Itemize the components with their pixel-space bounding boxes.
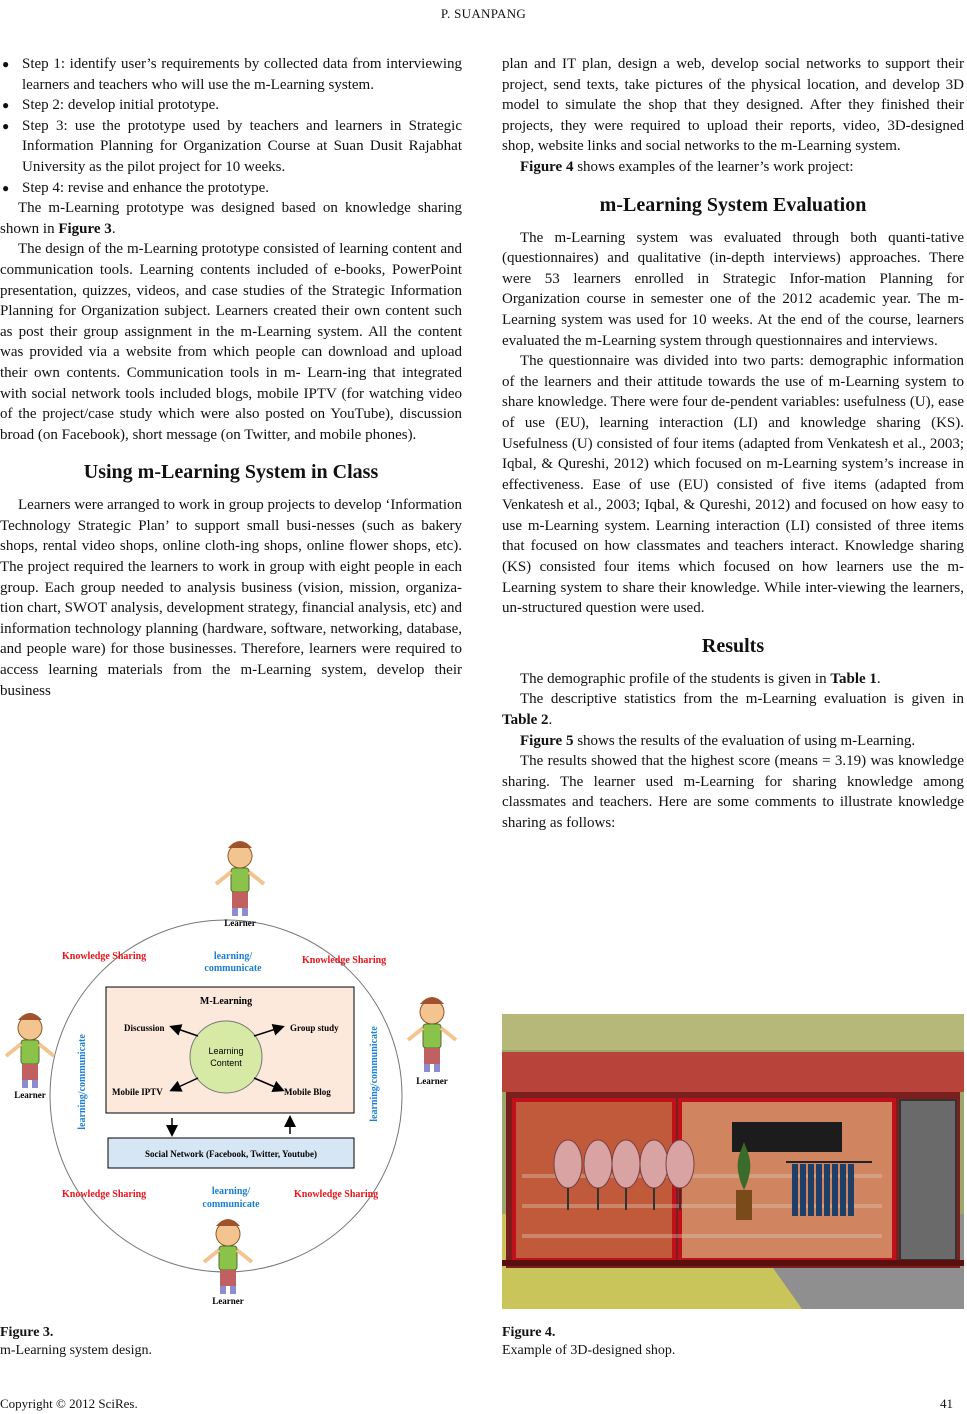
left-column — [0, 54, 462, 701]
knowledge-sharing-label: Knowledge Sharing — [62, 951, 147, 962]
discussion-label: Discussion — [124, 1023, 165, 1033]
mobile-blog-label: Mobile Blog — [284, 1087, 331, 1097]
knowledge-sharing-label: Knowledge Sharing — [302, 955, 387, 966]
paragraph: The results showed that the highest score (means = 3.19) was knowledge sharing. The learner used m-Learning for sharing knowledge among classmates and teachers. Here are some comments to illustrate knowledge sharing as follows: — [502, 753, 964, 831]
learning-communicate-label: communicate — [202, 1199, 260, 1210]
learner-figure-top — [216, 841, 264, 916]
page-number: 41 — [940, 1396, 953, 1411]
paragraph: The m-Learning prototype was designed based on knowledge sharing shown in Figure 3. — [0, 200, 462, 237]
paragraph: Learners were arranged to work in group projects to develop ‘Information Technology Strategic Plan’ to support small busi-nesses (such as bakery shops, rental video shops, online cloth-ing shops, online flower shops, etc). The project required the learners to work in group with eight people in each group. Each group needed to analysis business (vision, mission, organiza-tion chart, SWOT analysis, development strategy, financial analysis, etc) and information technology planning (hardware, software, networking, database, and people ware) for those businesses. Therefore, learners were required to access learning materials from the m-Learning system, develop their business — [0, 497, 463, 699]
copyright-footer: Copyright © 2012 SciRes. — [0, 1396, 138, 1411]
paragraph: The demographic profile of the students is given in Table 1. — [520, 670, 881, 687]
learning-communicate-vertical: learning/communicate — [369, 1026, 380, 1122]
right-column — [502, 54, 964, 834]
section-heading: Results — [701, 634, 765, 657]
social-network-label: Social Network (Facebook, Twitter, Youtube) — [145, 1149, 317, 1159]
paragraph: The descriptive statistics from the m-Learning evaluation is given in Table 2. — [502, 691, 964, 729]
learner-label-right: Learner — [416, 1076, 448, 1086]
running-head: P. SUANPANG — [440, 6, 527, 21]
learner-figure-left — [6, 1013, 54, 1088]
learning-communicate-label: learning/ — [213, 951, 253, 962]
figure-4-caption — [502, 1324, 675, 1360]
figure-3-caption — [0, 1324, 152, 1360]
learner-figure-right — [408, 997, 456, 1072]
paragraph: plan and IT plan, design a web, develop social networks to support their project, send texts, take pictures of the physical location, and develop 3D model to simulate the shop that they designed. After they finished their projects, they were required to upload their reports, video, 3D-designed shop, website links and social networks to the m-Learning system. — [502, 56, 964, 155]
caption-label: Figure 3. — [0, 1325, 54, 1340]
figure-reference: Figure 3 — [58, 220, 112, 237]
figure-reference: Figure 4 — [520, 158, 574, 175]
paragraph: The design of the m-Learning prototype consisted of learning content and communication tools. Learning contents included of e-books, PowerPoint presentation, quizzes, videos, and case studies of the Strategic Information Planning for Organization subject. Learners created their own content such as post their group assignment in the m-Learning system. All the content was provided via a website from which people can download and upload their own contents. Communication tools in m- Learn-ing that integrated with social network tools included blogs, mobile IPTV (for watching video of the project/case study which were also posted on YouTube), discussion broad (on Facebook), short message (on Twitter, and mobile phones). — [0, 241, 462, 443]
section-heading: m-Learning System Evaluation — [599, 193, 867, 216]
steps-list — [0, 54, 462, 198]
learning-content-label: Learning — [208, 1046, 244, 1056]
section-heading: Using m-Learning System in Class — [83, 461, 379, 484]
step-item: ● Step 3: use the prototype used by teachers and learners in Strategic Information Planning for Organization Course at Suan Dusit Rajabhat University as the pilot project for 10 weeks. — [0, 116, 462, 178]
paragraph: Figure 5 shows the results of the evaluation of using m-Learning. — [520, 732, 916, 749]
learner-figure-bottom — [204, 1219, 252, 1294]
figure-3 — [0, 838, 462, 1313]
learner-label-top: Learner — [224, 918, 256, 928]
table-reference: Table 2 — [502, 712, 549, 729]
paragraph: The questionnaire was divided into two parts: demographic information of the learners and their attitude towards the use of m-Learning system to share knowledge. There were four de-pendent variables: usefulness (U), ease of use (EU), learning interaction (LI) and knowledge sharing (KS). Usefulness (U) consisted of four items (adapted from Venkatesh et al., 2003; Iqbal, & Qureshi, 2012) which focused on m-Learning system’s increase in effectiveness. Ease of use (EU) consisted of five items (adapted from Venkatesh et al., 2003; Iqbal, & Qureshi, 2012) and focused on how easy to use m-Learning system. Learning interaction (LI) consisted of three items that focused on how classmates and teachers interact. Knowledge sharing (KS) consisted four items which focused on how learners use the m-Learning system to share their knowledge. While inter-viewing the learners, un-structured question were used. — [502, 353, 964, 617]
mobile-iptv-label: Mobile IPTV — [112, 1087, 163, 1097]
paragraph: Figure 4 shows examples of the learner’s work project: — [520, 158, 854, 175]
figure-reference: Figure 5 — [520, 732, 574, 749]
knowledge-sharing-label: Knowledge Sharing — [62, 1189, 147, 1200]
caption-text: Example of 3D-designed shop. — [502, 1343, 676, 1358]
learning-communicate-label: learning/ — [211, 1186, 251, 1197]
caption-label: Figure 4. — [502, 1325, 556, 1340]
learning-content-label: Content — [210, 1058, 242, 1068]
learner-label-bottom: Learner — [212, 1296, 244, 1306]
step-item: ● Step 1: identify user’s requirements by collected data from interviewing learners and teachers who will use the m-Learning system. — [0, 54, 462, 95]
table-reference: Table 1 — [830, 670, 877, 687]
caption-text: m-Learning system design. — [0, 1343, 153, 1358]
learning-communicate-vertical: learning/communicate — [77, 1034, 88, 1130]
learning-content-circle — [190, 1021, 262, 1093]
group-study-label: Group study — [290, 1023, 339, 1033]
paragraph: The m-Learning system was evaluated through both quanti-tative (questionnaires) and qualitative (in-depth interviews) approaches. There were 53 learners enrolled in Strategic Infor-mation Planning for Organization course in semester one of the 2012 academic year. The m-Learning system was used for 10 weeks. At the end of the course, learners evaluated the m-Learning system through questionnaires and interviews. — [502, 229, 964, 349]
learner-label-left: Learner — [14, 1090, 46, 1100]
step-item: ● Step 4: revise and enhance the prototype. — [0, 178, 462, 199]
m-learning-label: M-Learning — [199, 996, 253, 1007]
knowledge-sharing-label: Knowledge Sharing — [294, 1189, 379, 1200]
step-item: ● Step 2: develop initial prototype. — [0, 95, 462, 116]
figure-4-image — [502, 1014, 964, 1309]
learning-communicate-label: communicate — [204, 963, 262, 974]
